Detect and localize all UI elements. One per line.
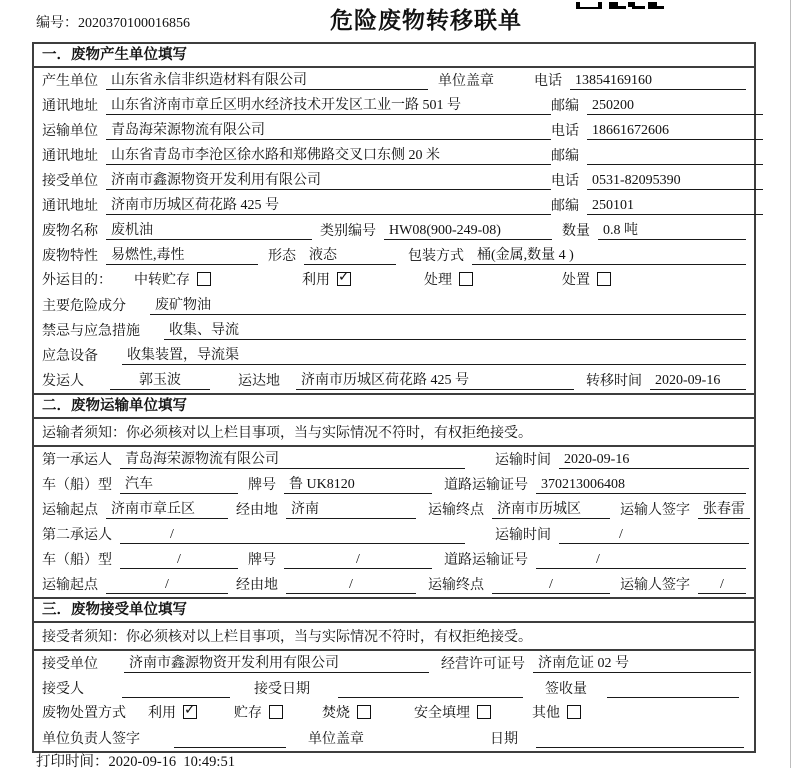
section1-heading: 一．废物产生单位填写 — [34, 44, 754, 68]
disposal-option-utilize-label: 利用 — [148, 706, 176, 721]
row-waste-character — [34, 243, 754, 268]
row-vehicle2 — [34, 547, 754, 572]
transport-zip-label: 邮编 — [551, 149, 579, 164]
road-permit1-value: 370213006408 — [536, 477, 746, 494]
qr-code-partial-icon — [576, 0, 664, 9]
first-carrier-label: 第一承运人 — [42, 453, 112, 468]
accept-person-label: 接受人 — [42, 682, 84, 697]
row-transport-address — [34, 143, 754, 168]
origin1-value: 济南市章丘区 — [106, 498, 228, 519]
producer-phone-value: 13854169160 — [570, 73, 746, 90]
disposal-option-landfill — [414, 702, 532, 722]
plate1-label: 牌号 — [248, 478, 276, 493]
receiver-address-value: 济南市历城区荷花路 425 号 — [106, 194, 551, 215]
vehicle-type1-label: 车（船）型 — [42, 478, 112, 493]
document-header — [0, 0, 796, 42]
emergency-equipment-label: 应急设备 — [42, 349, 98, 364]
carrier-sign2-value: / — [698, 577, 746, 594]
terminus2-label: 运输终点 — [428, 578, 484, 593]
purpose-option-transit-storage — [134, 269, 302, 289]
disposal-storage-checkbox — [269, 705, 283, 719]
received-qty-label: 签收量 — [545, 682, 587, 697]
disposal-option-utilize — [148, 702, 234, 722]
purpose-treat-checkbox — [459, 272, 473, 286]
road-permit1-label: 道路运输证号 — [444, 478, 528, 493]
transfer-purpose-label: 外运目的： — [42, 273, 112, 288]
category-code-label: 类别编号 — [320, 224, 376, 239]
head-signature-value — [174, 731, 286, 748]
transporter-notice-text: 运输者须知：你必须核对以上栏目事项，当与实际情况不符时，有权拒绝接受。 — [42, 426, 532, 441]
plate2-value: / — [284, 552, 432, 569]
transport-zip-value — [587, 148, 763, 165]
waste-character-label: 废物特性 — [42, 249, 98, 264]
producer-phone-label: 电话 — [534, 74, 562, 89]
row-emergency-measures — [34, 318, 754, 343]
disposal-option-incinerate — [322, 702, 414, 722]
main-hazard-label: 主要危险成分 — [42, 299, 126, 314]
disposal-option-other-label: 其他 — [532, 706, 560, 721]
row-producer-address — [34, 93, 754, 118]
row-transport-unit — [34, 118, 754, 143]
carrier-sign1-value: 张春雷 — [698, 498, 750, 519]
row-second-carrier — [34, 522, 754, 547]
plate1-value: 鲁 UK8120 — [284, 473, 432, 494]
receiver-notice-text: 接受者须知：你必须核对以上栏目事项，当与实际情况不符时，有权拒绝接受。 — [42, 630, 532, 645]
purpose-option-treat — [424, 269, 562, 289]
origin1-label: 运输起点 — [42, 503, 98, 518]
via2-value: / — [286, 577, 416, 594]
producer-unit-label: 产生单位 — [42, 74, 98, 89]
head-signature-label: 单位负责人签字 — [42, 732, 140, 747]
accept-unit-value: 济南市鑫源物资开发利用有限公司 — [124, 652, 429, 673]
transport-address-value: 山东省青岛市李沧区徐水路和郑佛路交叉口东侧 20 米 — [106, 144, 551, 165]
road-permit2-label: 道路运输证号 — [444, 553, 528, 568]
transport-time2-label: 运输时间 — [495, 528, 551, 543]
receiver-phone-value: 0531-82095390 — [587, 173, 763, 190]
transport-phone-label: 电话 — [551, 124, 579, 139]
row-main-hazard — [34, 293, 754, 318]
purpose-option-dispose-label: 处置 — [562, 273, 590, 288]
main-hazard-value: 废矿物油 — [150, 294, 746, 315]
emergency-measures-label: 禁忌与应急措施 — [42, 324, 140, 339]
purpose-option-transit-storage-label: 中转贮存 — [134, 273, 190, 288]
transport-time1-label: 运输时间 — [495, 453, 551, 468]
receiver-notice — [34, 623, 754, 651]
transport-address-label: 通讯地址 — [42, 149, 98, 164]
accept-unit-label: 接受单位 — [42, 657, 98, 672]
row-emergency-equipment — [34, 343, 754, 368]
transporter-notice — [34, 419, 754, 447]
transfer-time-label: 转移时间 — [586, 374, 642, 389]
row-route2 — [34, 572, 754, 597]
purpose-option-utilize-label: 利用 — [302, 273, 330, 288]
row-accept-person — [34, 676, 754, 701]
disposal-option-incinerate-label: 焚烧 — [322, 706, 350, 721]
quantity-label: 数量 — [562, 224, 590, 239]
receiver-zip-value: 250101 — [587, 198, 763, 215]
origin2-label: 运输起点 — [42, 578, 98, 593]
waste-name-label: 废物名称 — [42, 224, 98, 239]
via1-value: 济南 — [286, 498, 416, 519]
receiver-address-label: 通讯地址 — [42, 199, 98, 214]
row-route1 — [34, 497, 754, 522]
license-label: 经营许可证号 — [441, 657, 525, 672]
purpose-utilize-checkbox — [337, 272, 351, 286]
first-carrier-value: 青岛海荣源物流有限公司 — [120, 448, 465, 469]
receiver-phone-label: 电话 — [551, 174, 579, 189]
row-accept-unit — [34, 651, 754, 676]
page-edge-divider — [790, 0, 791, 768]
destination-label: 运达地 — [238, 374, 280, 389]
form-value: 液态 — [304, 244, 396, 265]
manifest-form — [32, 42, 756, 753]
disposal-option-other — [532, 702, 581, 722]
row-waste-name — [34, 218, 754, 243]
unit-seal-label: 单位盖章 — [438, 74, 494, 89]
page-title: 危险废物转移联单 — [330, 7, 522, 33]
producer-address-label: 通讯地址 — [42, 99, 98, 114]
row-vehicle1 — [34, 472, 754, 497]
transport-phone-value: 18661672606 — [587, 123, 763, 140]
purpose-option-dispose — [562, 269, 611, 289]
disposal-landfill-checkbox — [477, 705, 491, 719]
waste-character-value: 易燃性,毒性 — [106, 244, 258, 265]
row-transfer-purpose — [34, 268, 754, 293]
row-producer-unit — [34, 68, 754, 93]
section2-heading: 二．废物运输单位填写 — [34, 393, 754, 419]
row-receiver-unit — [34, 168, 754, 193]
form-label: 形态 — [268, 249, 296, 264]
second-carrier-label: 第二承运人 — [42, 528, 112, 543]
row-head-signature — [34, 726, 754, 751]
carrier-sign2-label: 运输人签字 — [620, 578, 690, 593]
purpose-option-treat-label: 处理 — [424, 273, 452, 288]
vehicle-type1-value: 汽车 — [120, 473, 238, 494]
row-sender — [34, 368, 754, 393]
terminus1-value: 济南市历城区 — [492, 498, 610, 519]
destination-value: 济南市历城区荷花路 425 号 — [296, 369, 574, 390]
road-permit2-value: / — [536, 552, 746, 569]
emergency-equipment-value: 收集装置，导流渠 — [122, 344, 746, 365]
disposal-option-storage — [234, 702, 322, 722]
emergency-measures-value: 收集、导流 — [164, 319, 746, 340]
producer-unit-value: 山东省永信非织造材料有限公司 — [106, 69, 428, 90]
vehicle-type2-label: 车（船）型 — [42, 553, 112, 568]
row-disposal-method — [34, 701, 754, 726]
disposal-option-landfill-label: 安全填埋 — [414, 706, 470, 721]
purpose-option-utilize — [302, 269, 424, 289]
print-time-value: 2020-09-16 10:49:51 — [108, 754, 235, 770]
transport-time1-value: 2020-09-16 — [559, 452, 749, 469]
accept-person-value — [122, 681, 230, 698]
producer-zip-value: 250200 — [587, 98, 763, 115]
disposal-option-storage-label: 贮存 — [234, 706, 262, 721]
plate2-label: 牌号 — [248, 553, 276, 568]
transport-unit-label: 运输单位 — [42, 124, 98, 139]
sender-value: 郭玉波 — [110, 369, 210, 390]
receiver-unit-label: 接受单位 — [42, 174, 98, 189]
packing-label: 包装方式 — [408, 249, 464, 264]
sign-date-value — [536, 731, 744, 748]
via1-label: 经由地 — [236, 503, 278, 518]
transport-unit-value: 青岛海荣源物流有限公司 — [106, 119, 551, 140]
disposal-incinerate-checkbox — [357, 705, 371, 719]
sign-date-label: 日期 — [490, 732, 518, 747]
waste-name-value: 废机油 — [106, 219, 312, 240]
purpose-transit-storage-checkbox — [197, 272, 211, 286]
receiver-zip-label: 邮编 — [551, 199, 579, 214]
category-code-value: HW08(900-249-08) — [384, 223, 552, 240]
disposal-other-checkbox — [567, 705, 581, 719]
origin2-value: / — [106, 577, 228, 594]
section3-heading: 三．废物接受单位填写 — [34, 597, 754, 623]
document-number-label: 编号： — [36, 16, 78, 31]
terminus1-label: 运输终点 — [428, 503, 484, 518]
row-first-carrier — [34, 447, 754, 472]
accept-date-value — [338, 681, 523, 698]
producer-address-value: 山东省济南市章丘区明水经济技术开发区工业一路 501 号 — [106, 94, 551, 115]
accept-seal-label: 单位盖章 — [308, 732, 364, 747]
receiver-unit-value: 济南市鑫源物资开发利用有限公司 — [106, 169, 551, 190]
sender-label: 发运人 — [42, 374, 84, 389]
quantity-value: 0.8 吨 — [598, 219, 746, 240]
second-carrier-value: / — [120, 527, 465, 544]
accept-date-label: 接受日期 — [254, 682, 310, 697]
license-value: 济南危证 02 号 — [533, 652, 751, 673]
carrier-sign1-label: 运输人签字 — [620, 503, 690, 518]
document-number-value: 2020370100016856 — [78, 16, 190, 31]
received-qty-value — [607, 681, 739, 698]
disposal-utilize-checkbox — [183, 705, 197, 719]
print-time-label: 打印时间： — [36, 754, 109, 770]
disposal-method-label: 废物处置方式 — [42, 706, 126, 721]
row-receiver-address — [34, 193, 754, 218]
document-number — [36, 12, 190, 32]
producer-zip-label: 邮编 — [551, 99, 579, 114]
transfer-time-value: 2020-09-16 — [650, 373, 746, 390]
terminus2-value: / — [492, 577, 610, 594]
via2-label: 经由地 — [236, 578, 278, 593]
transport-time2-value: / — [559, 527, 749, 544]
packing-value: 桶(金属,数量 4 ) — [472, 244, 746, 265]
vehicle-type2-value: / — [120, 552, 238, 569]
purpose-dispose-checkbox — [597, 272, 611, 286]
